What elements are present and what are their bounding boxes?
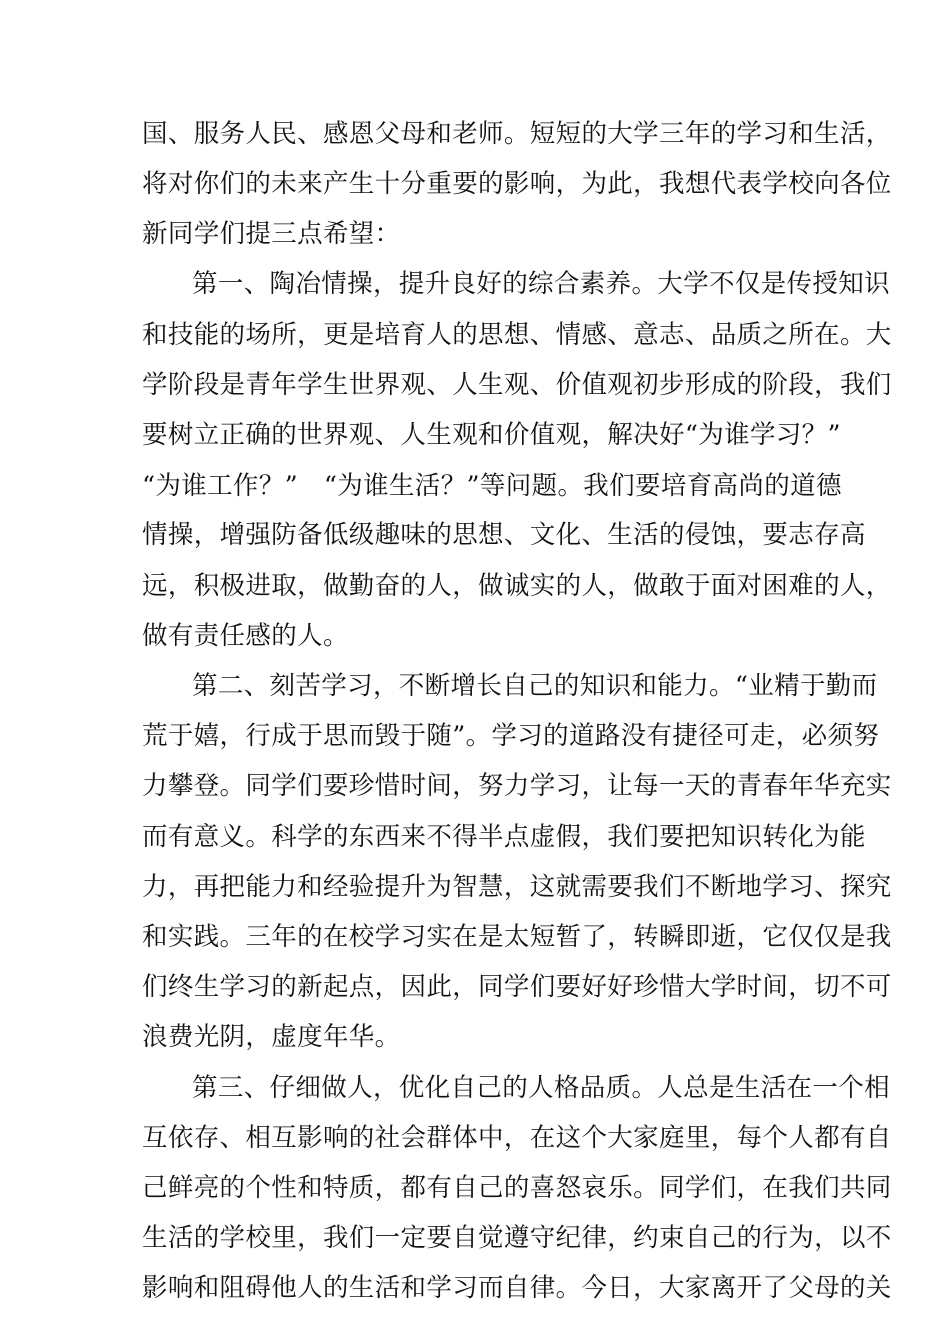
text-line: 学阶段是青年学生世界观、人生观、价值观初步形成的阶段，我们 [142, 370, 892, 400]
text-line: 做有责任感的人。 [142, 621, 349, 651]
text-line: 互依存、相互影响的社会群体中，在这个大家庭里，每个人都有自 [142, 1123, 892, 1153]
text-line: 情操，增强防备低级趣味的思想、文化、生活的侵蚀，要志存高 [142, 520, 866, 550]
text-line: 将对你们的未来产生十分重要的影响，为此，我想代表学校向各位 [142, 169, 892, 199]
text-line: 己鲜亮的个性和特质，都有自己的喜怒哀乐。同学们，在我们共同 [142, 1173, 892, 1203]
text-line: 生活的学校里，我们一定要自觉遵守纪律，约束自己的行为，以不 [142, 1223, 892, 1253]
text-line: “为谁工作？” “为谁生活？”等问题。我们要培育高尚的道德 [142, 471, 842, 501]
text-line: 新同学们提三点希望： [142, 219, 401, 249]
text-line: 浪费光阴，虚度年华。 [142, 1022, 401, 1052]
paragraph-first-line: 第一、陶冶情操，提升良好的综合素养。大学不仅是传授知识 [192, 269, 890, 299]
text-line: 国、服务人民、感恩父母和老师。短短的大学三年的学习和生活， [142, 119, 892, 149]
text-line: 和技能的场所，更是培育人的思想、情感、意志、品质之所在。大 [142, 320, 892, 350]
text-line: 力攀登。同学们要珍惜时间，努力学习，让每一天的青春年华充实 [142, 771, 892, 801]
text-line: 远，积极进取，做勤奋的人，做诚实的人，做敢于面对困难的人， [142, 571, 892, 601]
text-line: 荒于嬉，行成于思而毁于随”。学习的道路没有捷径可走，必须努 [142, 721, 880, 751]
paragraph-first-line: 第三、仔细做人，优化自己的人格品质。人总是生活在一个相 [192, 1073, 890, 1103]
paragraph-first-line: 第二、刻苦学习，不断增长自己的知识和能力。“业精于勤而 [192, 671, 878, 701]
text-line: 力，再把能力和经验提升为智慧，这就需要我们不断地学习、探究 [142, 872, 892, 902]
text-line: 们终生学习的新起点，因此，同学们要好好珍惜大学时间，切不可 [142, 972, 892, 1002]
text-line: 而有意义。科学的东西来不得半点虚假，我们要把知识转化为能 [142, 822, 866, 852]
text-line: 影响和阻碍他人的生活和学习而自律。今日，大家离开了父母的关 [142, 1273, 892, 1303]
text-line: 要树立正确的世界观、人生观和价值观，解决好“为谁学习？” [142, 420, 841, 450]
text-line: 和实践。三年的在校学习实在是太短暂了，转瞬即逝，它仅仅是我 [142, 922, 892, 952]
